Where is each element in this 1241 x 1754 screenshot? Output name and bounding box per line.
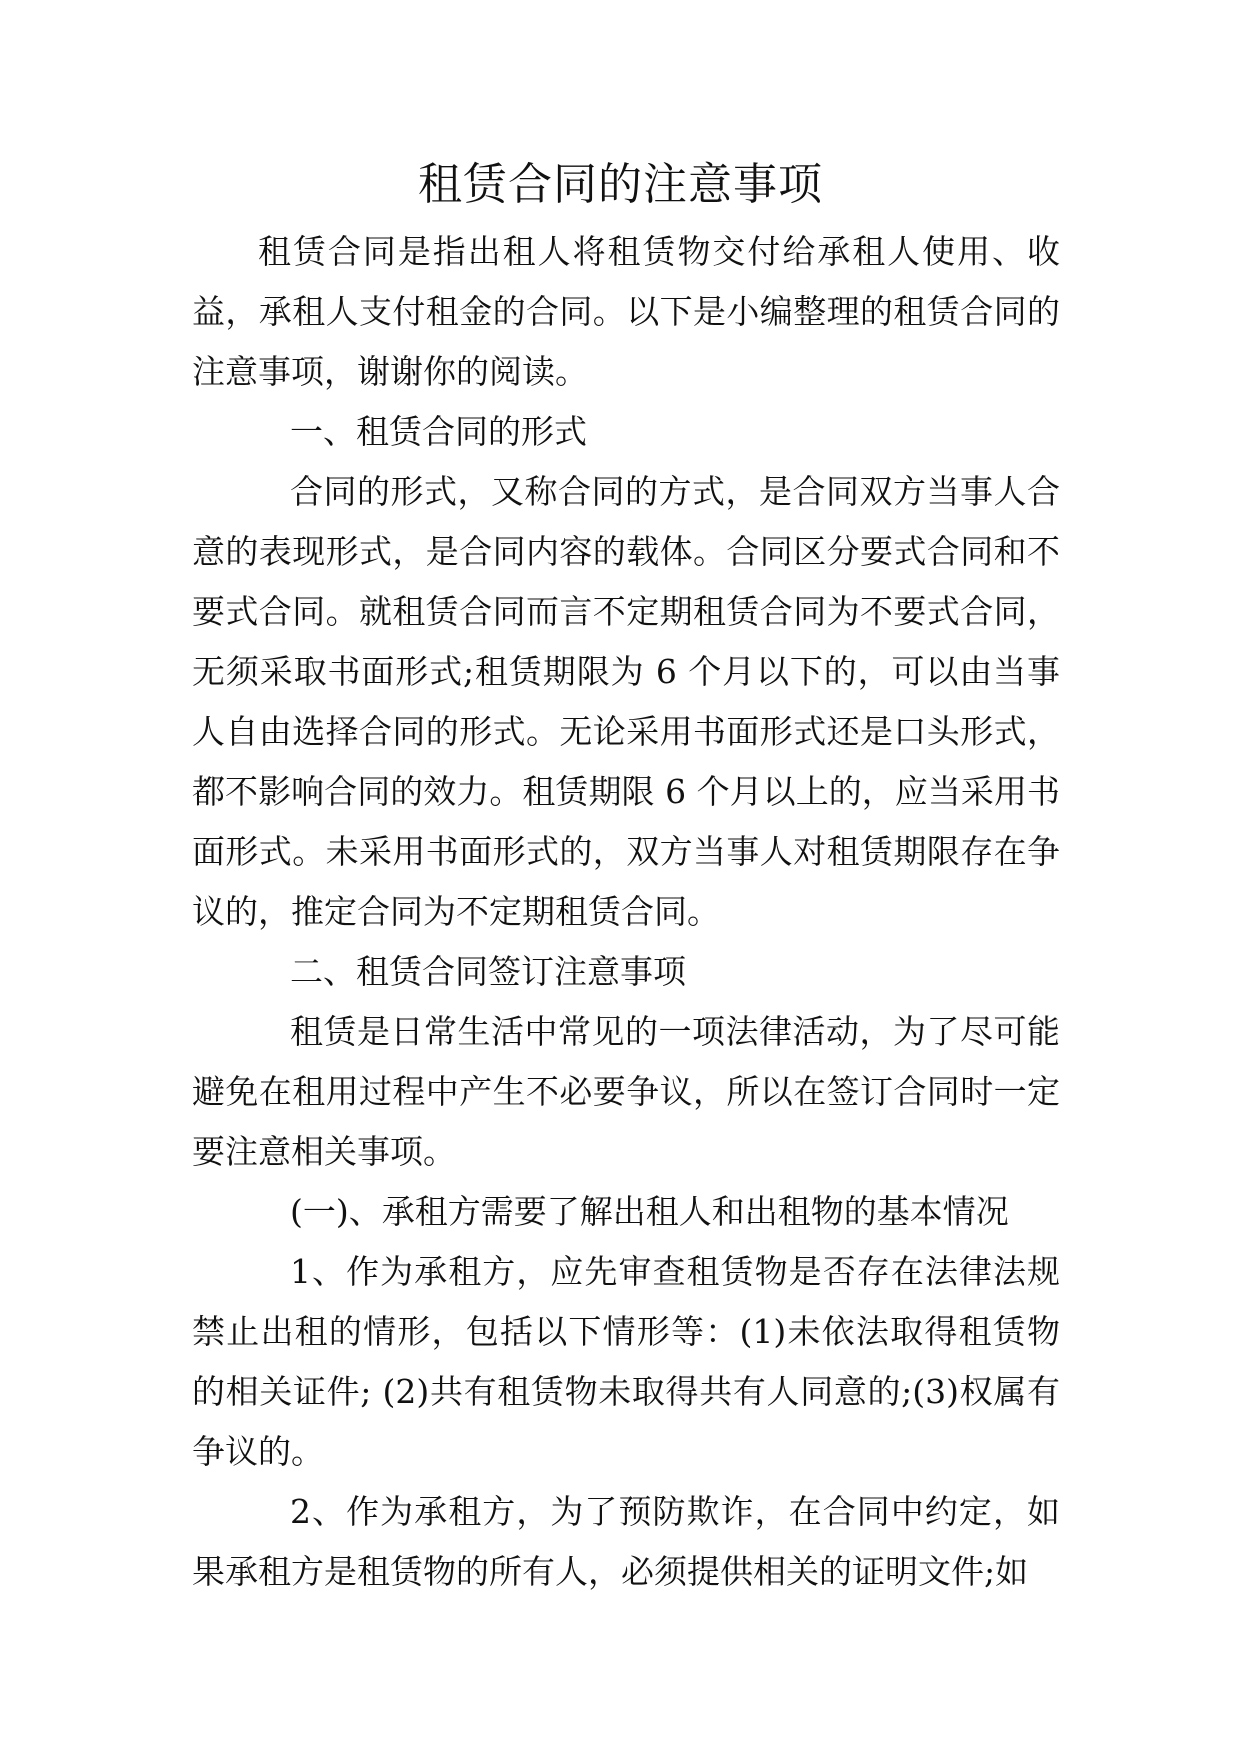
paragraph-signing-intro: 租赁是日常生活中常见的一项法律活动，为了尽可能避免在租用过程中产生不必要争议，所以在签订合同时一定要注意相关事项。 [192,1012,1060,1171]
paragraph-contract-form: 合同的形式，又称合同的方式，是合同双方当事人合意的表现形式，是合同内容的载体。合同区分要式合同和不要式合同。就租赁合同而言不定期租赁合同为不要式合同，无须采取书面形式;租赁期限为 6 个月以下的，可以由当事人自由选择合同的形式。无论采用书面形式还是口头形式，都不影响合同的效力。租赁期限 6 个月以上的，应当采用书面形式。未采用书面形式的，双方当事人对租赁期限存在争议的，推定合同为不定期租赁合同。 [192,472,1060,931]
paragraph-item-2: 2、作为承租方，为了预防欺诈，在合同中约定，如果承租方是租赁物的所有人，必须提供相关的证明文件;如 [192,1492,1060,1591]
section-heading-form: 一、租赁合同的形式 [290,412,587,451]
intro-paragraph: 租赁合同是指出租人将租赁物交付给承租人使用、收益，承租人支付租金的合同。以下是小编整理的租赁合同的注意事项，谢谢你的阅读。 [192,232,1060,391]
section-heading-signing: 二、租赁合同签订注意事项 [290,952,686,991]
subsection-heading-lessee: (一)、承租方需要了解出租人和出租物的基本情况 [290,1192,1009,1231]
paragraph-item-1: 1、作为承租方，应先审查租赁物是否存在法律法规禁止出租的情形，包括以下情形等：(1)未依法取得租赁物的相关证件; (2)共有租赁物未取得共有人同意的;(3)权属有争议的。 [192,1252,1060,1471]
document-body [192,222,1060,1602]
document-title: 租赁合同的注意事项 [418,159,823,210]
